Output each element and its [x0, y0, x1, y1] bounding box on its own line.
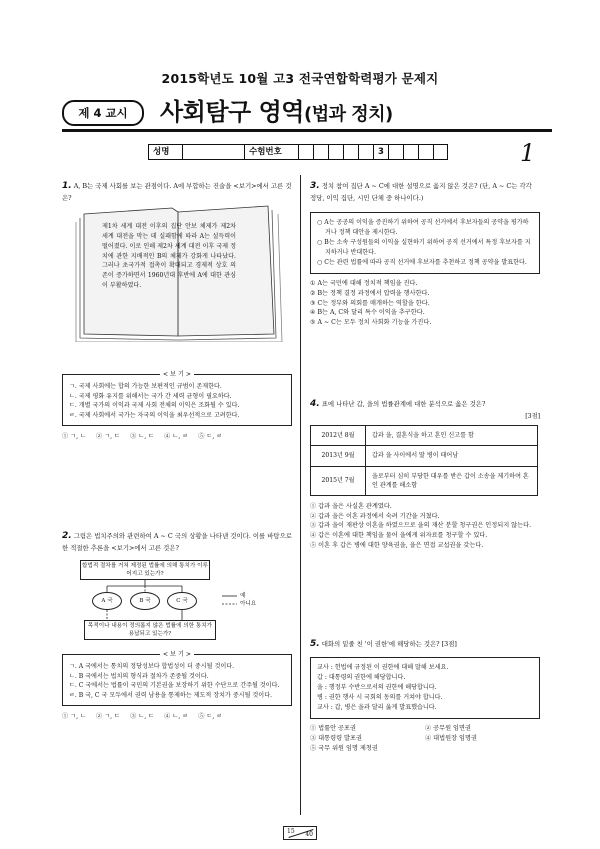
choice-2[interactable]: ② ㄱ, ㄷ: [96, 432, 121, 440]
flow-node-c: C 국: [167, 592, 197, 610]
statement-item: ○ A는 공공의 이익을 증진하기 위하여 공직 선거에서 후보자들의 공약을 평가하거나 정책 대안을 제시한다.: [317, 218, 529, 236]
choice-2[interactable]: ② 갑과 을은 이혼 과정에서 숙려 기간을 거쳤다.: [310, 512, 440, 520]
event-date: 2012년 8월: [311, 426, 366, 446]
question-stem: [310, 638, 540, 652]
choice-2[interactable]: ② B는 정책 결정 과정에서 압력을 행사한다.: [310, 289, 430, 297]
subject-sub: (법과 정치): [303, 104, 393, 125]
choice-5[interactable]: ⑤ A ~ C는 모두 정치 사회화 기능을 가진다.: [310, 319, 432, 327]
table-row: [311, 446, 538, 466]
bogi-title: < 보 기 >: [160, 651, 194, 658]
statement-item: ○ C는 관련 법률에 따라 공직 선거에 후보자를 추천하고 정책 공약을 발표한다.: [317, 259, 527, 267]
exam-title: 2015학년도 10월 고3 전국연합학력평가 문제지: [161, 71, 439, 86]
bogi-item: ㄱ. A 국에서는 통치의 정당성보다 합법성이 더 중시될 것이다.: [69, 662, 235, 670]
answer-choices: [310, 279, 540, 328]
exam-number-box[interactable]: [403, 144, 418, 160]
choice-5[interactable]: ⑤ ㄷ, ㄹ: [198, 432, 223, 440]
passage-text: 제1차 세계 대전 이후의 집단 안보 체제가 제2차 세계 대전을 막는 데 실패함에 따라 A는 설득력이 떨어졌다. 이로 인해 제2차 세계 대전 이후 국제 정치에 관한 지배적인 B의 체제가 강화게 나타났다. 그러나 초국가적 접촉이 확대되고 경제적 상호 의존이 증가하면서 1960년대 후반에 A에 대한 관심이 부활하였다.: [102, 223, 236, 290]
exam-number-box[interactable]: [343, 144, 358, 160]
legend-no: 아니요: [240, 600, 257, 607]
question-stem-text: 그림은 법치주의와 관련하여 A ~ C 국의 상황을 나타낸 것이다. 이를 바탕으로 한 적절한 추론을 <보기>에서 고른 것은?: [62, 532, 292, 552]
title-rule: [62, 129, 552, 132]
event-desc: 을로부터 심히 부당한 대우를 받은 갑이 소송을 제기하여 혼인 관계를 해소함: [366, 466, 538, 495]
question-stem-text: A, B는 국제 사회를 보는 관점이다. A에 부합하는 진술을 <보기>에서 고른 것은?: [62, 182, 292, 202]
name-field[interactable]: [182, 144, 244, 160]
bogi-item: ㄹ. B 국, C 국 모두에서 권력 남용을 통제하는 제도적 장치가 중시될 것이다.: [69, 692, 273, 700]
bogi-item: ㄴ. 국제 평화 유지를 위해서는 국가 간 세력 균형이 필요하다.: [69, 392, 232, 400]
subject-main: 사회탐구 영역: [160, 98, 304, 126]
dialogue-box: [310, 657, 540, 719]
bogi-item: ㄷ. C 국에서는 법률이 국민의 기본권을 보장하기 위한 수단으로 간주될 것이다.: [69, 682, 280, 690]
footer-page-indicator: [283, 826, 317, 840]
dialogue-line: 을 : 행정부 수반으로서의 권한에 해당합니다.: [317, 684, 437, 692]
answer-choices: [62, 712, 292, 721]
question-stem: [62, 530, 292, 554]
dialogue-line: 갑 : 대통령의 권한에 해당합니다.: [317, 673, 406, 681]
exam-number-box[interactable]: [313, 144, 328, 160]
question-stem-text: 표에 나타난 갑, 을의 법률관계에 대한 분석으로 옳은 것은?: [321, 400, 486, 408]
choice-4[interactable]: ④ ㄴ, ㄹ: [164, 432, 189, 440]
exam-number-box[interactable]: [388, 144, 403, 160]
bogi-box: [62, 650, 292, 706]
question-2: [62, 530, 292, 721]
subject-title: [160, 94, 393, 130]
bogi-item: ㄴ. B 국에서는 법치의 형식과 절차가 존중될 것이다.: [69, 672, 209, 680]
points-label: [3점]: [525, 412, 540, 420]
exam-number-label: 수험번호: [244, 144, 298, 160]
question-4: [310, 398, 540, 551]
event-desc: 갑과 을 사이에서 딸 병이 태어남: [366, 446, 538, 466]
bogi-item: ㄷ. 개별 국가의 이익과 국제 사회 전체의 이익은 조화될 수 있다.: [69, 402, 240, 410]
answer-choices: [310, 502, 540, 551]
footer-current-page: 15: [287, 828, 295, 835]
choice-2[interactable]: ② 공무원 임면권: [425, 725, 471, 733]
event-desc: 갑과 을, 결혼식을 하고 혼인 신고를 함: [366, 426, 538, 446]
candidate-info: [148, 144, 448, 160]
exam-number-box[interactable]: [433, 144, 448, 160]
flow-diagram: [62, 560, 290, 648]
dialogue-line: 병 : 권한 행사 시 국회의 동의를 거쳐야 합니다.: [317, 694, 443, 702]
column-divider: [300, 175, 301, 815]
question-stem: [310, 180, 540, 204]
choice-4[interactable]: ④ 갑은 이혼에 대한 책임을 물어 을에게 위자료를 청구할 수 있다.: [310, 532, 488, 540]
choice-4[interactable]: ④ 대법원장 임명권: [425, 735, 477, 743]
question-stem-text: 정치 참여 집단 A ~ C에 대한 설명으로 옳지 않은 것은? (단, A ~ C는 각각 정당, 이익 집단, 시민 단체 중 하나이다.): [310, 182, 532, 202]
exam-number-box[interactable]: [298, 144, 313, 160]
choice-3[interactable]: ③ 갑과 을이 재판상 이혼을 하였으므로 을의 재산 분할 청구권은 인정되지 않는다.: [310, 522, 532, 530]
question-3: [310, 180, 540, 328]
exam-number-box[interactable]: [358, 144, 373, 160]
footer-total-pages: 40: [305, 831, 313, 838]
choice-1[interactable]: ① ㄱ, ㄴ: [62, 712, 87, 720]
choice-3[interactable]: ③ C는 정부와 의회를 매개하는 역할을 한다.: [310, 299, 430, 307]
question-number: 1.: [62, 181, 72, 191]
question-number: 2.: [62, 531, 72, 541]
question-5: [310, 638, 540, 754]
choice-5[interactable]: ⑤ 이혼 후 갑은 병에 대한 양육권을, 을은 면접 교섭권을 갖는다.: [310, 541, 484, 549]
question-number: 4.: [310, 399, 320, 409]
exam-number-box[interactable]: [328, 144, 343, 160]
page-number: 1: [520, 139, 536, 167]
points-label: [3점]: [441, 640, 457, 648]
session-label: 제 4 교시: [62, 100, 144, 126]
choice-5[interactable]: ⑤ 국무 위원 임명 제청권: [310, 745, 378, 753]
choice-5[interactable]: ⑤ ㄷ, ㄹ: [198, 712, 223, 720]
choice-4[interactable]: ④ ㄴ, ㄹ: [164, 712, 189, 720]
flow-node-a: A 국: [92, 592, 122, 610]
choice-4[interactable]: ④ B는 A, C와 달리 특수 이익을 추구한다.: [310, 309, 425, 317]
bogi-item: ㄱ. 국제 사회에는 합의 가능한 보편적인 규범이 존재한다.: [69, 382, 222, 390]
choice-1[interactable]: ① ㄱ, ㄴ: [62, 432, 87, 440]
dialogue-line: 교사 : 갑, 병은 을과 달리 옳게 발표했습니다.: [317, 704, 437, 712]
bogi-box: [62, 370, 292, 426]
answer-choices: [310, 724, 540, 754]
dialogue-line: 교사 : 헌법에 규정된 이 권한에 대해 말해 보세요.: [317, 663, 449, 671]
statement-box: [310, 212, 540, 274]
legend-yes: 예: [240, 592, 246, 599]
flow-question-top: 합법적 절차를 거쳐 제정된 법률에 의해 통치가 이루어지고 있는가?: [80, 560, 210, 580]
event-date: 2013년 9월: [311, 446, 366, 466]
question-stem: [310, 398, 540, 412]
exam-number-digit: 3: [373, 144, 388, 160]
bogi-title: < 보 기 >: [160, 371, 194, 378]
choice-3[interactable]: ③ 대통령령 발포권: [310, 735, 362, 743]
book-illustration: [68, 202, 286, 342]
question-1: [62, 180, 292, 441]
choice-1[interactable]: ① 갑과 을은 사실혼 관계였다.: [310, 502, 392, 510]
choice-1[interactable]: ① A는 국민에 대해 정치적 책임을 진다.: [310, 280, 418, 288]
event-date: 2015년 7월: [311, 466, 366, 495]
exam-number-box[interactable]: [418, 144, 433, 160]
question-stem-text: 대화의 밑줄 친 '이 권한'에 해당하는 것은?: [321, 640, 440, 648]
choice-3[interactable]: ③ ㄴ, ㄷ: [130, 432, 155, 440]
choice-3[interactable]: ③ ㄴ, ㄷ: [130, 712, 155, 720]
choice-1[interactable]: ① 법률안 공포권: [310, 725, 356, 733]
question-number: 3.: [310, 181, 320, 191]
name-label: 성명: [148, 144, 182, 160]
bogi-item: ㄹ. 국제 사회에서 국가는 자국의 이익을 최우선적으로 고려한다.: [69, 412, 240, 420]
events-table: [310, 425, 538, 496]
choice-2[interactable]: ② ㄱ, ㄷ: [96, 712, 121, 720]
statement-item: ○ B는 소속 구성원들의 이익을 실현하기 위하여 공직 선거에서 특정 후보자를 지지하거나 반대한다.: [317, 238, 531, 256]
answer-choices: [62, 432, 292, 441]
question-stem: [62, 180, 292, 204]
table-row: [311, 426, 538, 446]
flow-question-bottom: 목적이나 내용이 정의롭지 않은 법률에 의한 통치가 용납되고 있는가?: [84, 620, 216, 640]
table-row: [311, 466, 538, 495]
flow-node-b: B 국: [130, 592, 160, 610]
question-number: 5.: [310, 639, 320, 649]
